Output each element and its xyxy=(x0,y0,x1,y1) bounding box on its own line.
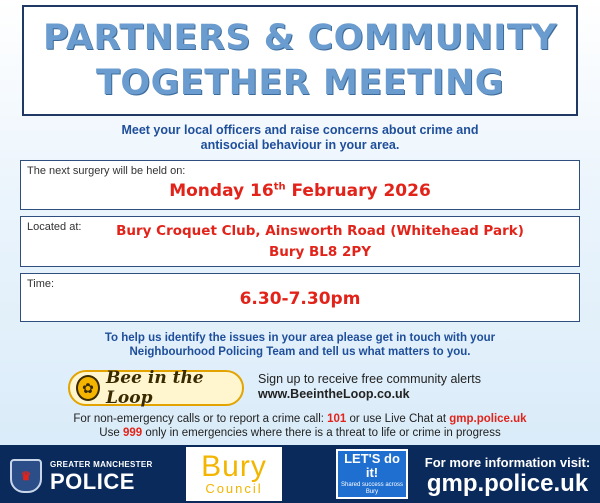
gmp-logo-small-text: GREATER MANCHESTER xyxy=(50,460,153,469)
intro-text xyxy=(40,123,560,153)
contact-line-1: To help us identify the issues in your area please get in touch with your xyxy=(104,332,496,344)
time-box xyxy=(20,273,580,322)
signup-text: Sign up to receive free community alerts xyxy=(258,372,482,386)
footer-note xyxy=(20,412,580,440)
footer-line-1 xyxy=(20,412,580,426)
location-line-2: Bury BL8 2PY xyxy=(268,244,372,260)
signup-block xyxy=(258,372,481,402)
footer-text-3: Use xyxy=(99,427,123,439)
surgery-date xyxy=(21,181,579,201)
location-label: Located at: xyxy=(27,221,82,233)
title-box xyxy=(22,5,578,116)
footer-text-1: For non-emergency calls or to report a crime call: xyxy=(73,413,328,425)
surgery-day: Monday 16 xyxy=(169,181,274,201)
more-info-url[interactable]: gmp.police.uk xyxy=(426,470,589,497)
footer-line-2 xyxy=(20,426,580,440)
police-crest-icon: ♛ xyxy=(10,459,42,493)
time-label: Time: xyxy=(27,278,55,290)
bury-logo-main: Bury xyxy=(201,450,267,483)
bee-in-the-loop-logo xyxy=(68,370,244,406)
more-info-label: For more information visit: xyxy=(424,455,591,470)
bee-icon: ✿ xyxy=(76,375,100,401)
footer-text-4: only in emergencies where there is a threat to life or crime in progress xyxy=(142,427,501,439)
lets-do-it-logo xyxy=(336,449,408,499)
surgery-month-year: February 2026 xyxy=(285,181,431,201)
title-line-2: TOGETHER MEETING xyxy=(95,62,505,103)
surgery-label: The next surgery will be held on: xyxy=(27,165,186,177)
bury-logo-sub: Council xyxy=(205,481,263,496)
bee-url-link[interactable]: www.BeeintheLoop.co.uk xyxy=(258,387,410,401)
gmp-logo-text: POLICE xyxy=(50,469,135,494)
time-value: 6.30-7.30pm xyxy=(239,289,361,309)
bee-logo-text: Bee in the Loop xyxy=(105,368,204,408)
surgery-box xyxy=(20,160,580,210)
emergency-number: 999 xyxy=(122,427,143,439)
surgery-ordinal: th xyxy=(273,181,286,193)
non-emergency-number: 101 xyxy=(327,413,347,425)
lets-do-it-main: LET'S do it! xyxy=(344,451,400,480)
bottom-bar xyxy=(0,445,600,503)
location-box xyxy=(20,216,580,267)
intro-line-2: antisocial behaviour in your area. xyxy=(200,138,400,152)
footer-text-2: or use Live Chat at xyxy=(346,413,450,425)
gmp-website-link[interactable]: gmp.police.uk xyxy=(449,413,527,425)
contact-text xyxy=(40,331,560,359)
bury-council-logo xyxy=(186,447,282,501)
lets-do-it-sub: Shared success across Bury xyxy=(340,482,404,495)
intro-line-1: Meet your local officers and raise concerns about crime and xyxy=(121,123,479,137)
title-line-1: PARTNERS & COMMUNITY xyxy=(42,17,558,58)
contact-line-2: Neighbourhood Policing Team and tell us what matters to you. xyxy=(129,346,471,358)
location-line-1: Bury Croquet Club, Ainsworth Road (Whitehead Park) xyxy=(116,223,524,239)
